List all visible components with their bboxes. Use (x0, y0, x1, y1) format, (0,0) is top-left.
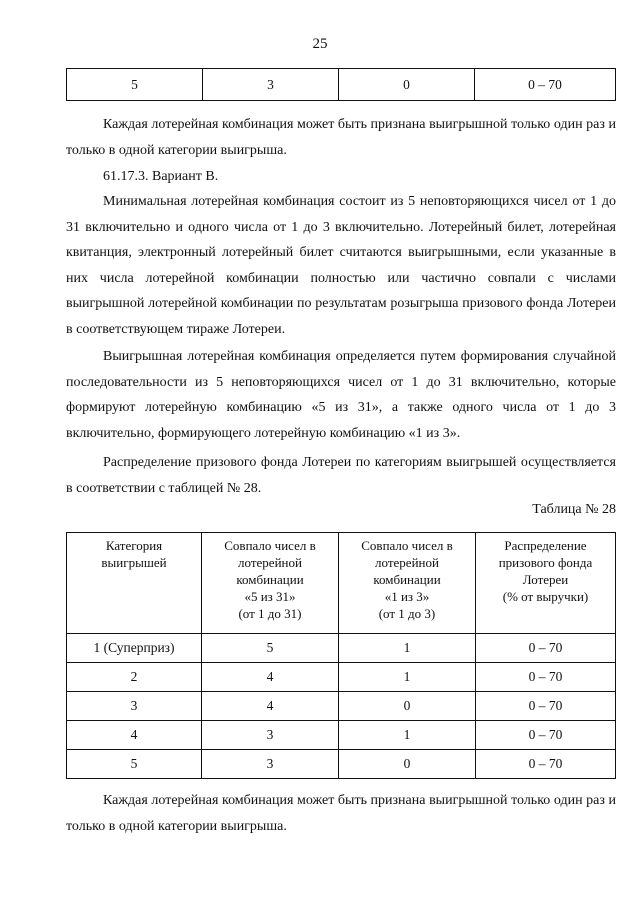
table-cell: 0 – 70 (476, 721, 616, 750)
table-cell: 4 (67, 721, 202, 750)
paragraph-single-win-note: Каждая лотерейная комбинация может быть признана выигрышной только один раз и только в одной категории выигрыша. (66, 117, 616, 158)
table-row (67, 692, 616, 721)
table-cell: 0 – 70 (476, 663, 616, 692)
paragraph-winning-combination: Выигрышная лотерейная комбинация определяется путем формирования случайной последовательности из 5 неповторяющихся чисел от 1 до 31 включительно, которые формируют лотерейную комбинацию «5 из 31», а также одного числа от 1 до 3 включительно, формирующего лотерейную комбинацию «1 из 3». (66, 349, 616, 441)
table-cell: 1 (339, 663, 476, 692)
table-row (67, 721, 616, 750)
paragraph-single-win-note-2: Каждая лотерейная комбинация может быть признана выигрышной только один раз и только в одной категории выигрыша. (66, 793, 616, 834)
table-cell: 0 (339, 692, 476, 721)
table-cell: 5 (67, 750, 202, 779)
table-cell: 5 (202, 634, 339, 663)
paragraph-min-combination: Минимальная лотерейная комбинация состоит из 5 неповторяющихся чисел от 1 до 31 включительно и одного числа от 1 до 3 включительно. Лотерейный билет, лотерейная квитанция, электронный лотерейный билет считаются выигрышными, если указанные в них числа лотерейной комбинации полностью или частично совпали с числами выигрышной лотерейной комбинации по результатам розыгрыша призового фонда Лотереи в соответствующем тираже Лотереи. (66, 194, 616, 337)
table-row (67, 750, 616, 779)
table-cell: 0 – 70 (475, 69, 616, 101)
header-text: Совпало чисел в лотерейной комбинации «5 из 31» (от 1 до 31) (224, 538, 316, 621)
prize-table (66, 532, 616, 779)
continued-table (66, 68, 616, 101)
header-prize-fund (476, 533, 616, 634)
table-cell: 0 (339, 69, 475, 101)
page-number: 25 (312, 36, 328, 52)
table-row (67, 663, 616, 692)
table-row (67, 634, 616, 663)
section-heading-variant-v: 61.17.3. Вариант В. (103, 169, 219, 184)
table-cell: 1 (339, 721, 476, 750)
table-cell: 4 (202, 663, 339, 692)
table-cell: 3 (202, 721, 339, 750)
table-cell: 4 (202, 692, 339, 721)
header-match-5-of-31 (202, 533, 339, 634)
header-category (67, 533, 202, 634)
header-text: Категория выигрышей (101, 538, 167, 570)
table-cell: 1 (339, 634, 476, 663)
table-cell: 1 (Суперприз) (67, 634, 202, 663)
table-cell: 3 (202, 750, 339, 779)
table-row (67, 69, 616, 101)
table-header-row (67, 533, 616, 634)
table-cell: 3 (67, 692, 202, 721)
table-caption: Таблица № 28 (532, 502, 616, 517)
table-cell: 0 – 70 (476, 634, 616, 663)
table-cell: 5 (67, 69, 203, 101)
header-text: Распределение призового фонда Лотереи (% от выручки) (498, 538, 593, 604)
paragraph-prize-distribution: Распределение призового фонда Лотереи по категориям выигрышей осуществляется в соответствии с таблицей № 28. (66, 455, 616, 496)
header-text: Совпало чисел в лотерейной комбинации «1 из 3» (от 1 до 3) (361, 538, 453, 621)
table-cell: 0 – 70 (476, 750, 616, 779)
table-cell: 0 (339, 750, 476, 779)
table-cell: 0 – 70 (476, 692, 616, 721)
header-match-1-of-3 (339, 533, 476, 634)
table-cell: 3 (203, 69, 339, 101)
table-cell: 2 (67, 663, 202, 692)
